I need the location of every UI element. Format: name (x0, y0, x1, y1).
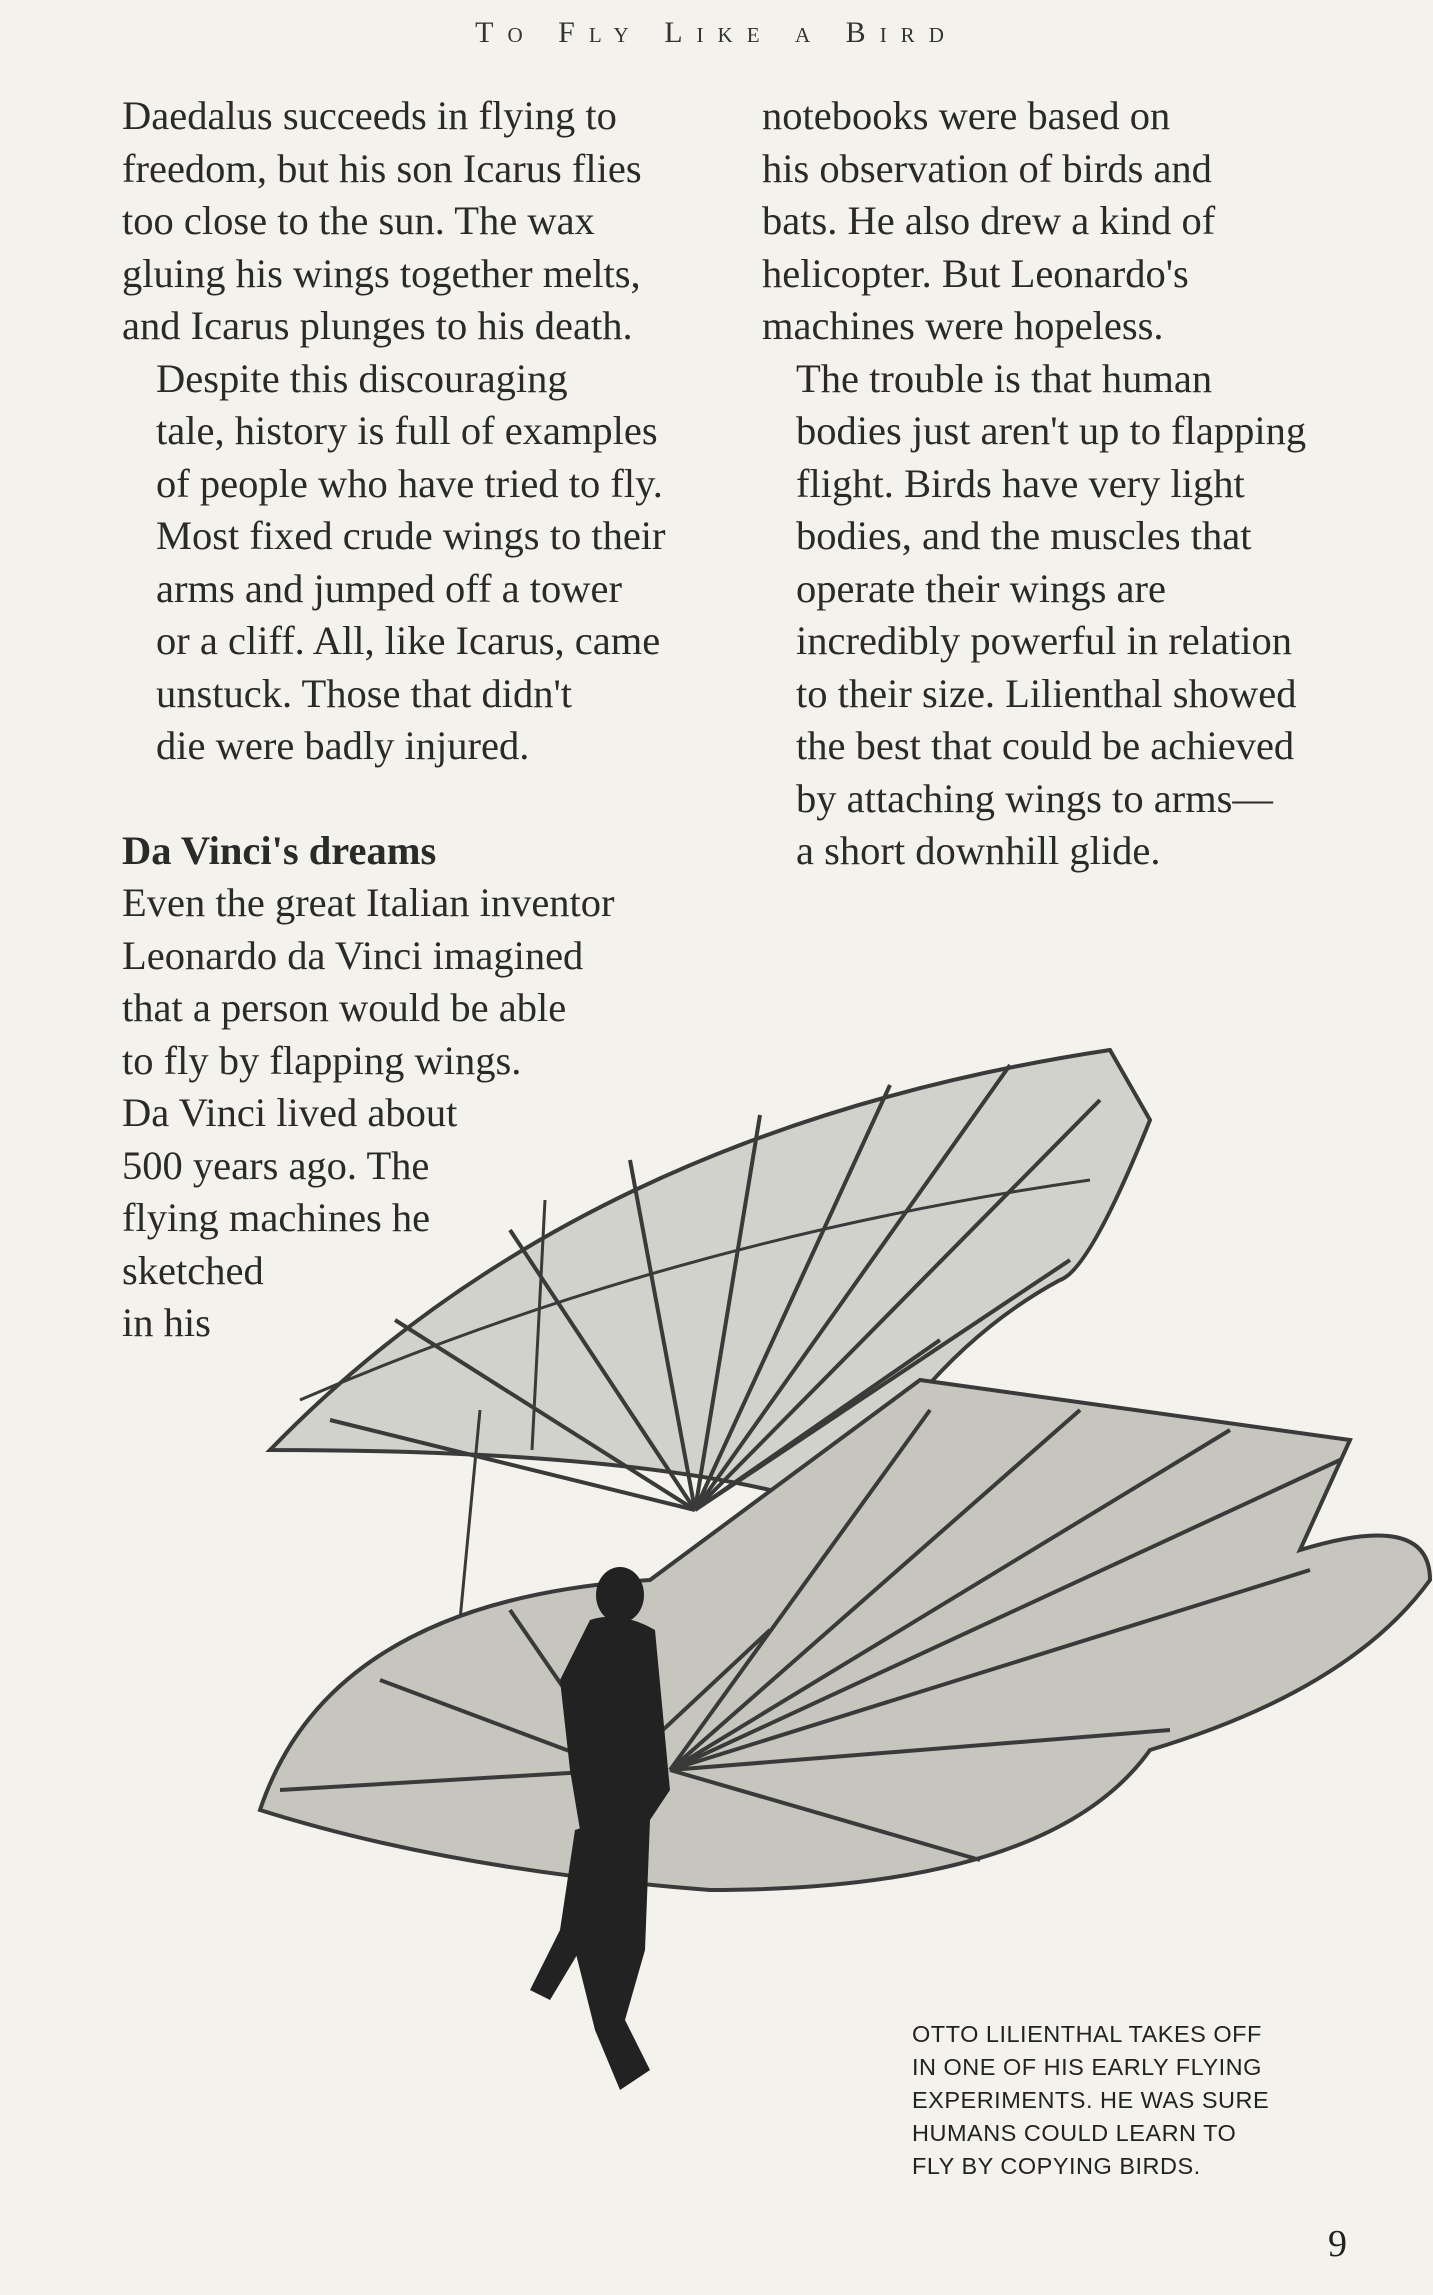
photo-caption (912, 2018, 1332, 2183)
text-line: to fly by flapping wings. (122, 1037, 522, 1083)
caption-line: HUMANS COULD LEARN TO (912, 2120, 1237, 2146)
text-line: flying machines he (122, 1195, 431, 1240)
text-line: Despite this discouraging (156, 355, 568, 401)
text-line: Daedalus succeeds in flying to (122, 93, 617, 138)
text-line: gluing his wings together melts, (122, 250, 641, 296)
text-line: sketched (122, 1247, 264, 1293)
text-line: flight. Birds have very light (796, 460, 1245, 506)
text-line: helicopter. But Leonardo's (762, 250, 1189, 296)
text-line: in his (122, 1300, 211, 1345)
text-line: freedom, but his son Icarus flies (122, 145, 642, 191)
paragraph-trouble (762, 353, 1362, 878)
text-line: 500 years ago. The (122, 1142, 430, 1188)
text-line: of people who have tried to fly. (156, 460, 663, 506)
paragraph-history (122, 353, 732, 773)
text-line: arms and jumped off a tower (156, 565, 622, 611)
text-line: operate their wings are (796, 565, 1166, 611)
text-line: Da Vinci lived about (122, 1090, 458, 1135)
text-line: machines were hopeless. (762, 303, 1164, 348)
text-line: Leonardo da Vinci imagined (122, 932, 584, 978)
text-line: his observation of birds and (762, 145, 1212, 191)
text-line: to their size. Lilienthal showed (796, 670, 1297, 716)
text-line: bodies, and the muscles that (796, 513, 1252, 558)
paragraph-icarus (122, 90, 732, 353)
text-line: The trouble is that human (796, 355, 1213, 401)
text-line: die were badly injured. (156, 723, 530, 768)
text-line: Even the great Italian inventor (122, 880, 615, 925)
caption-line: IN ONE OF HIS EARLY FLYING (912, 2054, 1262, 2080)
text-line: by attaching wings to arms— (796, 775, 1273, 821)
caption-line: FLY BY COPYING BIRDS. (912, 2153, 1201, 2179)
text-line: tale, history is full of examples (156, 408, 658, 453)
text-line: a short downhill glide. (796, 828, 1161, 873)
section-subhead: Da Vinci's dreams (122, 827, 437, 873)
lower-wing (260, 1380, 1430, 1890)
text-line: and Icarus plunges to his death. (122, 303, 633, 348)
text-line: incredibly powerful in relation (796, 618, 1292, 663)
text-line: too close to the sun. The wax (122, 198, 595, 243)
running-head: To Fly Like a Bird (475, 16, 958, 49)
text-line: the best that could be achieved (796, 723, 1295, 768)
text-line: notebooks were based on (762, 93, 1171, 138)
text-line: Most fixed crude wings to their (156, 513, 666, 558)
text-line: bats. He also drew a kind of (762, 198, 1216, 243)
text-line: or a cliff. All, like Icarus, came (156, 618, 661, 663)
caption-line: OTTO LILIENTHAL TAKES OFF (912, 2021, 1262, 2047)
page-number: 9 (1328, 2223, 1347, 2265)
text-line: unstuck. Those that didn't (156, 670, 573, 716)
text-line: bodies just aren't up to flapping (796, 408, 1307, 453)
right-column (762, 90, 1362, 878)
caption-line: EXPERIMENTS. HE WAS SURE (912, 2087, 1270, 2113)
text-line: that a person would be able (122, 985, 567, 1030)
paragraph-notebooks (762, 90, 1362, 353)
